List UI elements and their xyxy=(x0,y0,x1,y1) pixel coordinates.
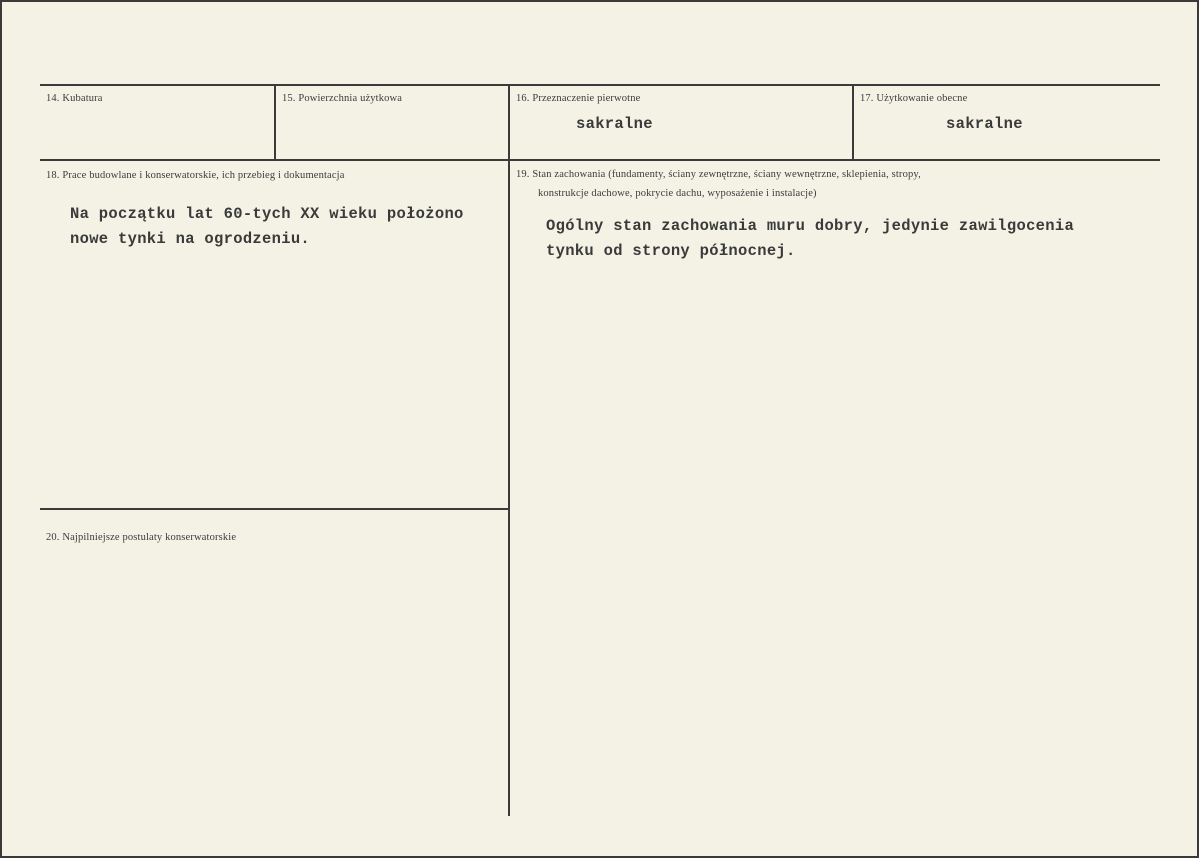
uzytkowanie-value: sakralne xyxy=(946,115,1023,133)
stan-label-line: 19. Stan zachowania (fundamenty, ściany zewnętrzne, ściany wewnętrzne, sklepienia, stropy, xyxy=(516,169,921,180)
przeznaczenie-label: 16. Przeznaczenie pierwotne xyxy=(516,93,641,104)
divider-14-15 xyxy=(274,85,276,160)
prace-label: 18. Prace budowlane i konserwatorskie, ich przebieg i dokumentacja xyxy=(46,170,345,181)
stan-line: Ogólny stan zachowania muru dobry, jedynie zawilgocenia xyxy=(546,217,1075,235)
postulaty-label: 20. Najpilniejsze postulaty konserwatorskie xyxy=(46,532,237,543)
divider-15-16 xyxy=(508,85,510,160)
stan-text xyxy=(546,214,1074,264)
uzytkowanie-label: 17. Użytkowanie obecne xyxy=(860,93,968,104)
stan-line: tynku od strony północnej. xyxy=(546,242,796,260)
stan-label-line: konstrukcje dachowe, pokrycie dachu, wyposażenie i instalacje) xyxy=(538,188,817,199)
stan-label xyxy=(516,165,921,203)
divider-left-right xyxy=(508,160,510,816)
divider-16-17 xyxy=(852,85,854,160)
prace-line: nowe tynki na ogrodzeniu. xyxy=(70,230,311,248)
left-bottom-rule xyxy=(40,508,510,510)
middle-rule xyxy=(40,159,1160,161)
prace-line: Na początku lat 60-tych XX wieku położono xyxy=(70,205,464,223)
powierzchnia-label: 15. Powierzchnia użytkowa xyxy=(282,93,403,104)
top-rule xyxy=(40,84,1160,86)
prace-text xyxy=(70,202,464,252)
kubatura-label: 14. Kubatura xyxy=(46,93,103,104)
przeznaczenie-value: sakralne xyxy=(576,115,653,133)
